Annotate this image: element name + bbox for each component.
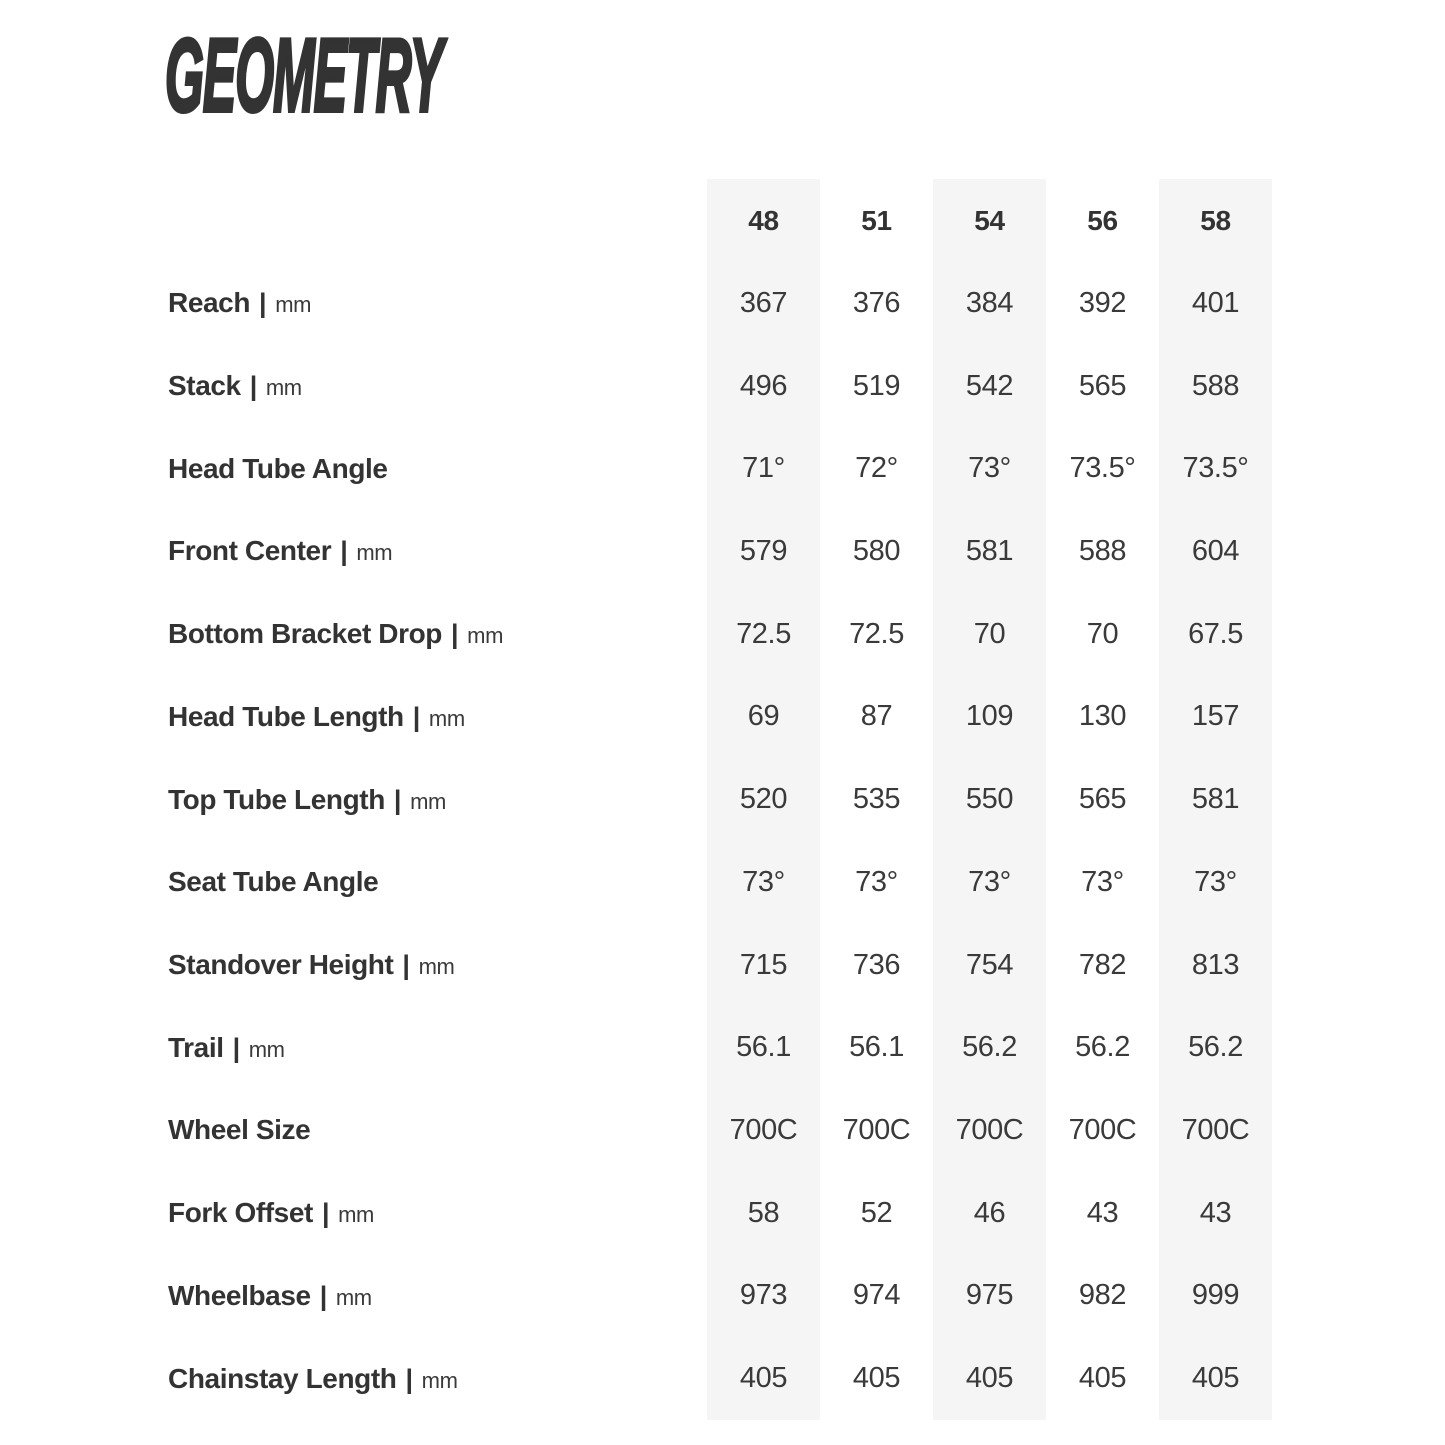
spec-label-inner (168, 287, 311, 319)
spec-value: 754 (965, 948, 1014, 981)
spec-value: 550 (965, 783, 1014, 816)
spec-label-inner (168, 1197, 374, 1229)
spec-value: 73.5° (1069, 452, 1136, 485)
spec-value: 70 (1086, 617, 1119, 650)
spec-value: 736 (852, 948, 901, 981)
spec-value: 496 (739, 369, 788, 402)
spec-value: 58 (747, 1196, 780, 1229)
spec-row-label (165, 841, 707, 924)
spec-value: 715 (739, 948, 788, 981)
spec-value: 73.5° (1182, 452, 1249, 485)
spec-value: 72° (855, 452, 898, 485)
spec-row-label (165, 593, 707, 676)
page-title: GEOMETRY (165, 18, 443, 134)
spec-row-label (165, 1255, 707, 1338)
unit-separator: | (321, 1198, 330, 1229)
spec-unit: mm (467, 623, 504, 649)
size-column-header-48: 48 (748, 204, 779, 236)
spec-name: Chainstay Length (168, 1362, 397, 1394)
spec-value: 542 (965, 369, 1014, 402)
unit-separator: | (319, 1280, 327, 1311)
spec-unit: mm (428, 705, 465, 731)
spec-value: 974 (852, 1279, 901, 1312)
spec-value: 579 (739, 534, 788, 567)
spec-value: 405 (1191, 1362, 1240, 1395)
spec-value: 700C (1068, 1113, 1137, 1146)
spec-unit: mm (356, 540, 393, 566)
spec-value: 67.5 (1188, 617, 1243, 650)
spec-value: 520 (739, 783, 788, 816)
spec-value: 700C (955, 1113, 1024, 1146)
spec-value: 401 (1191, 286, 1240, 319)
spec-value: 73° (1194, 865, 1237, 898)
spec-row-label (165, 924, 707, 1007)
spec-label-inner (168, 453, 388, 485)
spec-value: 392 (1078, 286, 1127, 319)
spec-name: Seat Tube Angle (168, 866, 379, 898)
spec-value: 109 (965, 700, 1014, 733)
spec-name: Wheelbase (168, 1279, 311, 1311)
spec-value: 73° (855, 865, 898, 898)
spec-value: 973 (739, 1279, 788, 1312)
spec-row-label (165, 758, 707, 841)
spec-name: Fork Offset (168, 1197, 313, 1229)
spec-value: 700C (1181, 1113, 1250, 1146)
spec-value: 565 (1078, 369, 1127, 402)
spec-name: Bottom Bracket Drop (168, 618, 442, 650)
geometry-table (165, 179, 1272, 1420)
spec-name: Top Tube Length (168, 783, 385, 815)
spec-value: 376 (852, 286, 901, 319)
spec-value: 73° (968, 865, 1011, 898)
spec-value: 975 (965, 1279, 1014, 1312)
spec-value: 700C (729, 1113, 798, 1146)
spec-unit: mm (335, 1284, 372, 1310)
spec-name: Front Center (168, 535, 332, 567)
spec-value: 604 (1191, 534, 1240, 567)
spec-value: 999 (1191, 1279, 1240, 1312)
spec-label-inner (168, 1114, 310, 1146)
spec-row-label (165, 345, 707, 428)
spec-value: 73° (968, 452, 1011, 485)
spec-label-inner (168, 784, 446, 816)
spec-value: 73° (742, 865, 785, 898)
spec-value: 71° (742, 452, 785, 485)
unit-separator: | (405, 1363, 413, 1394)
spec-value: 581 (1191, 783, 1240, 816)
spec-name: Standover Height (168, 949, 394, 981)
spec-value: 813 (1191, 948, 1240, 981)
spec-value: 52 (860, 1196, 893, 1229)
spec-label-inner (168, 1032, 285, 1064)
unit-separator: | (340, 536, 348, 567)
spec-name: Head Tube Length (168, 700, 404, 732)
spec-row-label (165, 427, 707, 510)
spec-value: 580 (852, 534, 901, 567)
spec-row-label (165, 1172, 707, 1255)
spec-value: 581 (965, 534, 1014, 567)
spec-value: 73° (1081, 865, 1124, 898)
spec-value: 982 (1078, 1279, 1127, 1312)
spec-value: 405 (739, 1362, 788, 1395)
spec-value: 56.2 (962, 1031, 1017, 1064)
spec-value: 519 (852, 369, 901, 402)
size-column-header-56: 56 (1087, 204, 1118, 236)
unit-separator: | (412, 701, 420, 732)
unit-separator: | (393, 784, 402, 815)
spec-row-label (165, 1089, 707, 1172)
spec-row-label (165, 1337, 707, 1420)
spec-value: 56.1 (849, 1031, 904, 1064)
unit-separator: | (259, 288, 267, 319)
spec-value: 384 (965, 286, 1014, 319)
spec-label-inner (168, 949, 454, 981)
spec-value: 588 (1078, 534, 1127, 567)
unit-separator: | (402, 950, 410, 981)
unit-separator: | (249, 371, 257, 402)
spec-unit: mm (265, 375, 302, 401)
spec-value: 405 (1078, 1362, 1127, 1395)
spec-unit: mm (338, 1202, 374, 1228)
spec-label-inner (168, 618, 503, 650)
spec-unit: mm (275, 292, 312, 318)
spec-name: Head Tube Angle (168, 452, 388, 484)
header-spacer (165, 179, 707, 262)
spec-value: 565 (1078, 783, 1127, 816)
spec-row-label (165, 676, 707, 759)
spec-value: 43 (1199, 1196, 1232, 1229)
spec-value: 367 (739, 286, 788, 319)
spec-value: 46 (973, 1196, 1006, 1229)
spec-label-inner (168, 370, 302, 402)
spec-value: 69 (747, 700, 780, 733)
unit-separator: | (451, 619, 459, 650)
spec-name: Trail (168, 1031, 224, 1063)
spec-row-label (165, 510, 707, 593)
geometry-grid (165, 179, 1272, 1420)
spec-value: 43 (1086, 1196, 1119, 1229)
spec-value: 87 (860, 700, 893, 733)
spec-label-inner (168, 1363, 458, 1395)
spec-value: 72.5 (736, 617, 791, 650)
spec-unit: mm (410, 788, 446, 814)
unit-separator: | (232, 1032, 240, 1063)
spec-value: 405 (965, 1362, 1014, 1395)
size-column-header-54: 54 (974, 204, 1005, 236)
spec-name: Wheel Size (168, 1114, 311, 1146)
spec-value: 782 (1078, 948, 1127, 981)
spec-label-inner (168, 866, 378, 898)
spec-label-inner (168, 535, 392, 567)
spec-value: 70 (973, 617, 1006, 650)
spec-label-inner (168, 1280, 372, 1312)
spec-row-label (165, 262, 707, 345)
spec-label-inner (168, 701, 465, 733)
spec-value: 535 (852, 783, 901, 816)
spec-value: 56.2 (1075, 1031, 1130, 1064)
spec-value: 157 (1191, 700, 1240, 733)
spec-unit: mm (248, 1036, 285, 1062)
spec-row-label (165, 1006, 707, 1089)
spec-name: Stack (168, 370, 241, 402)
size-column-header-58: 58 (1200, 204, 1231, 236)
spec-value: 588 (1191, 369, 1240, 402)
spec-unit: mm (418, 954, 455, 980)
spec-value: 72.5 (849, 617, 904, 650)
spec-value: 130 (1078, 700, 1127, 733)
spec-name: Reach (168, 287, 251, 319)
spec-value: 56.2 (1188, 1031, 1243, 1064)
size-column-header-51: 51 (861, 204, 892, 236)
spec-value: 700C (842, 1113, 911, 1146)
spec-value: 56.1 (736, 1031, 791, 1064)
spec-unit: mm (421, 1367, 458, 1393)
spec-value: 405 (852, 1362, 901, 1395)
